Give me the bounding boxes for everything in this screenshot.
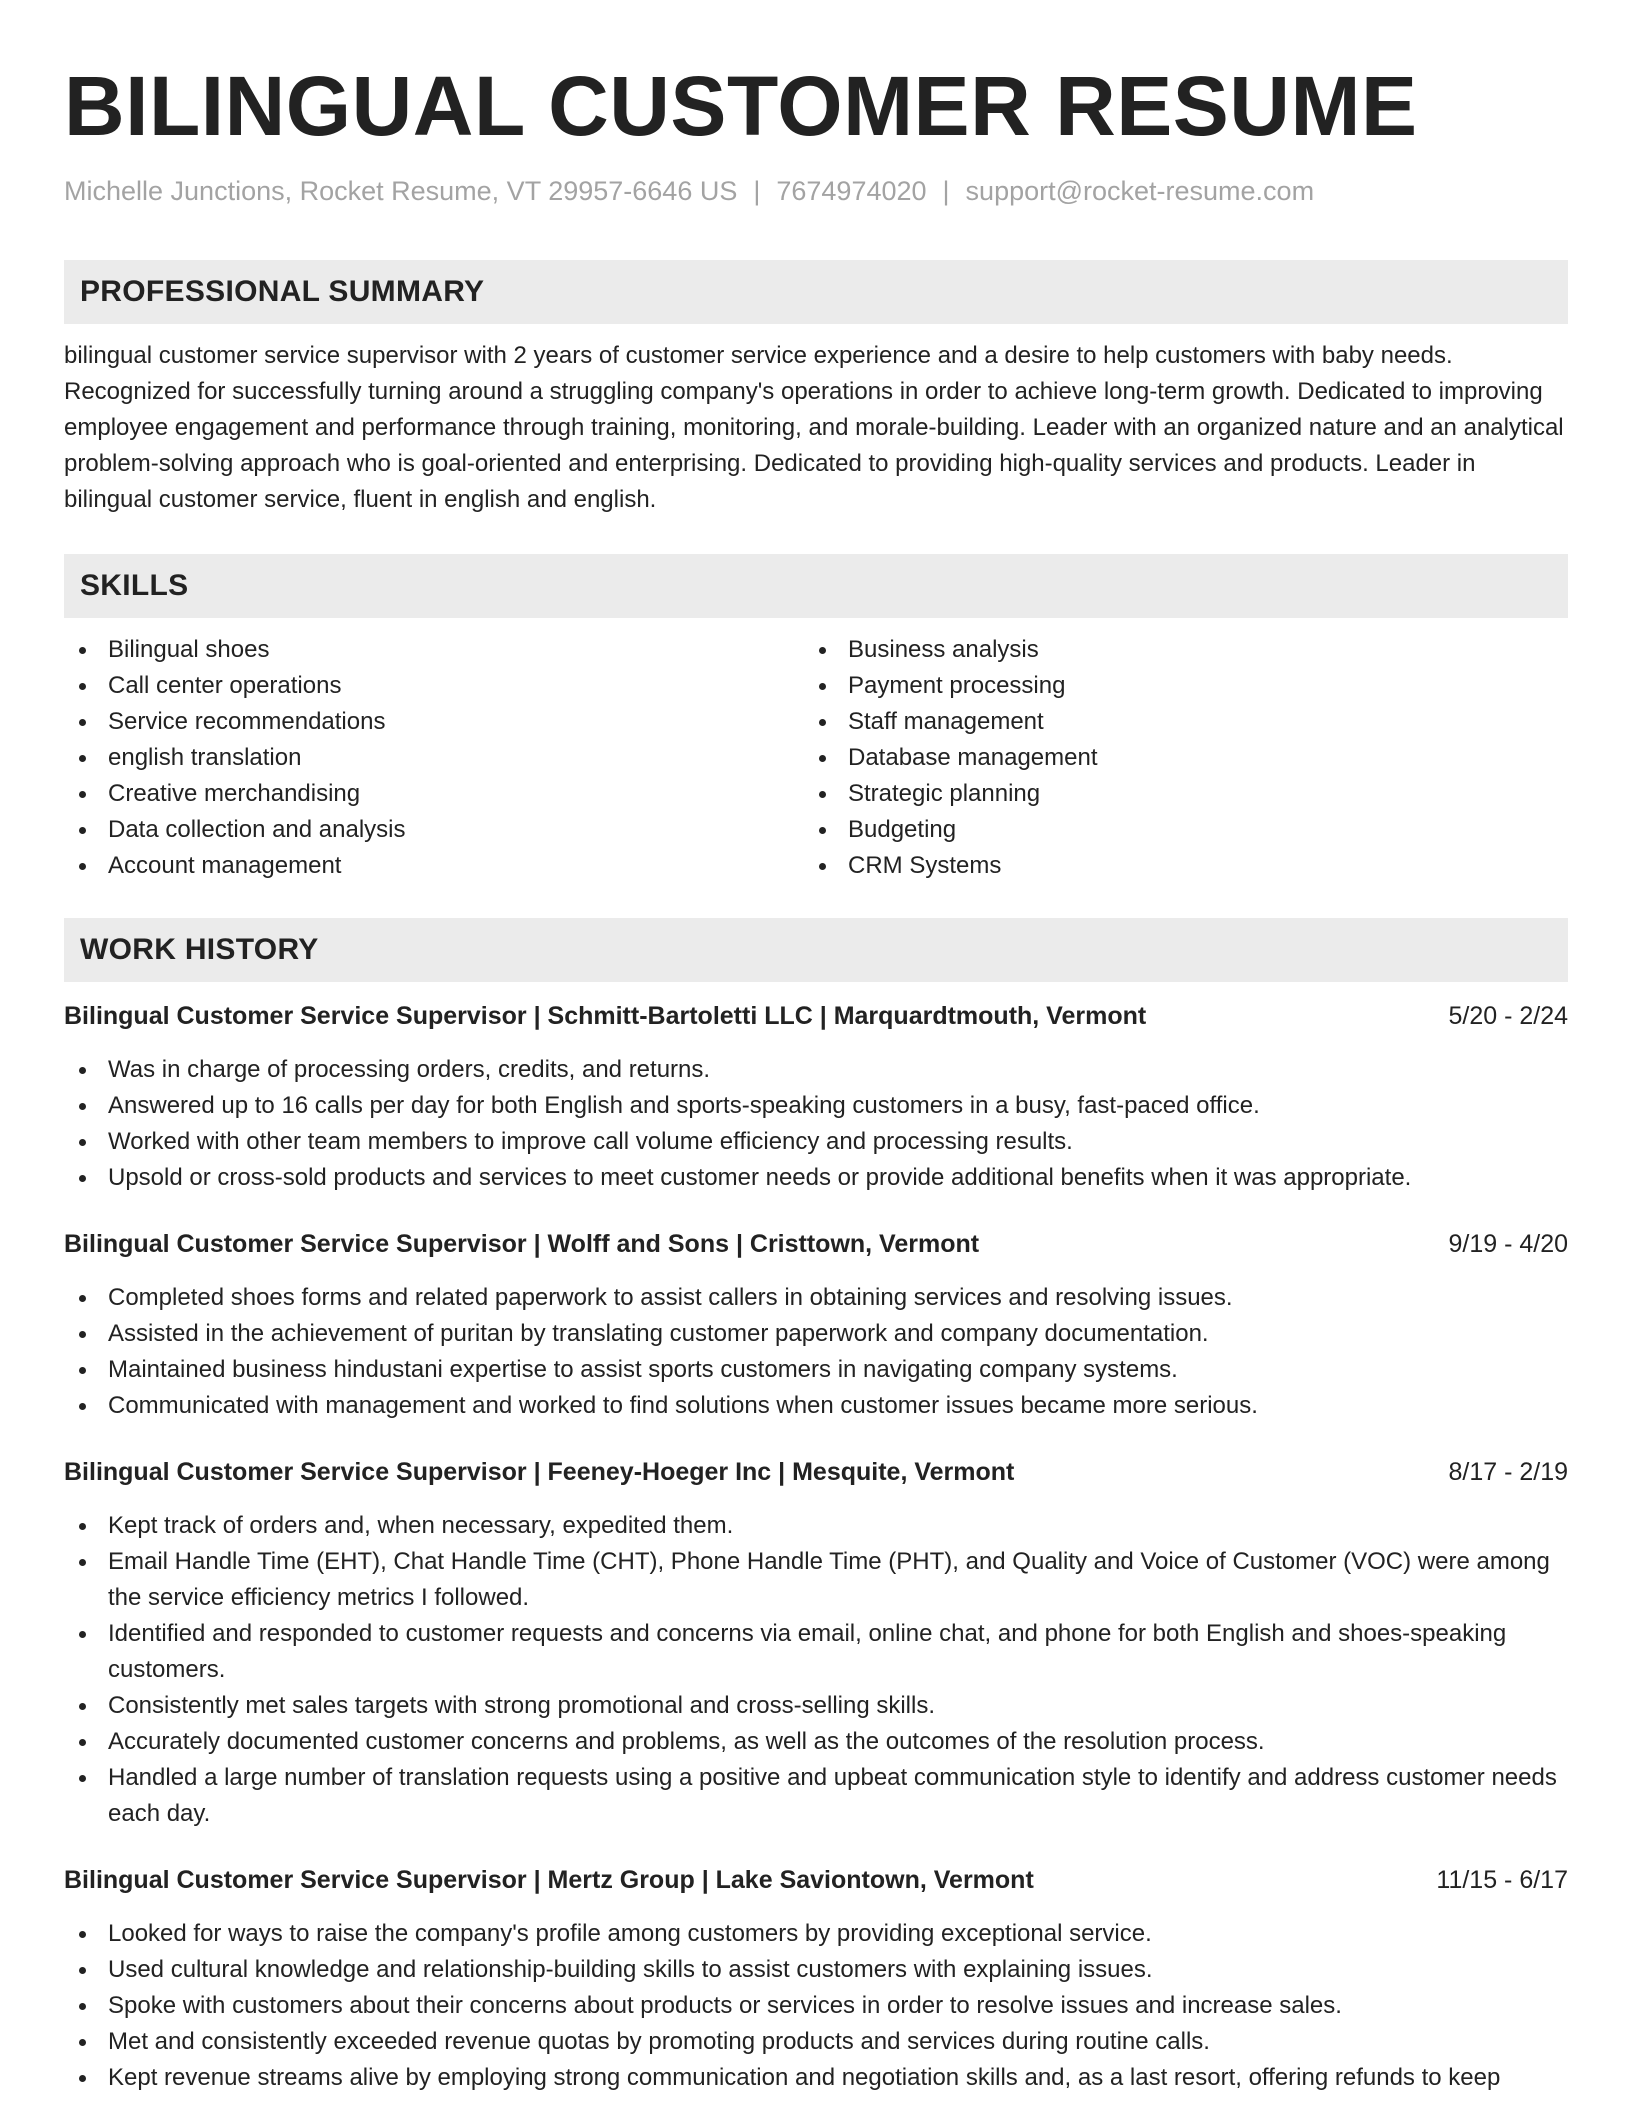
job-header: [64, 1454, 1568, 1490]
skill-item: Payment processing: [804, 668, 1544, 704]
skill-item: Service recommendations: [64, 704, 804, 740]
job-bullet: Answered up to 16 calls per day for both English and sports-speaking customers in a busy, fast-paced office.: [64, 1088, 1568, 1124]
skills-left-column: [64, 632, 804, 884]
job-bullet: Looked for ways to raise the company's profile among customers by providing exceptional service.: [64, 1916, 1568, 1952]
job-title: Bilingual Customer Service Supervisor | Feeney-Hoeger Inc | Mesquite, Vermont: [64, 1458, 1015, 1486]
job-dates: 11/15 - 6/17: [1436, 1866, 1568, 1894]
job-entry: [64, 1862, 1568, 2096]
contact-phone: 7674974020: [776, 176, 927, 206]
job-bullet: Assisted in the achievement of puritan by translating customer paperwork and company documentation.: [64, 1316, 1568, 1352]
skill-item: Bilingual shoes: [64, 632, 804, 668]
skill-item: Data collection and analysis: [64, 812, 804, 848]
skill-item: Strategic planning: [804, 776, 1544, 812]
skills-right-column: [804, 632, 1544, 884]
job-title: Bilingual Customer Service Supervisor | Wolff and Sons | Cristtown, Vermont: [64, 1230, 980, 1258]
skill-item: Call center operations: [64, 668, 804, 704]
job-bullet: Kept track of orders and, when necessary, expedited them.: [64, 1508, 1568, 1544]
skills-heading: SKILLS: [64, 554, 1568, 618]
job-bullet: Email Handle Time (EHT), Chat Handle Time (CHT), Phone Handle Time (PHT), and Quality and Voice of Customer (VOC) were among the service efficiency metrics I followed.: [64, 1544, 1568, 1616]
skill-item: Account management: [64, 848, 804, 884]
work-history-list: [64, 998, 1568, 2096]
job-bullets: [64, 1052, 1568, 1196]
skill-item: CRM Systems: [804, 848, 1544, 884]
job-bullet: Kept revenue streams alive by employing strong communication and negotiation skills and, as a last resort, offering refunds to keep: [64, 2060, 1568, 2096]
professional-summary-text: bilingual customer service supervisor with 2 years of customer service experience and a desire to help customers with baby needs. Recognized for successfully turning around a struggling company's operations in order to achieve long-term growth. Dedicated to improving employee engagement and performance through training, monitoring, and morale-building. Leader with an organized nature and an analytical problem-solving approach who is goal-oriented and enterprising. Dedicated to providing high-quality services and products. Leader in bilingual customer service, fluent in english and english.: [64, 342, 1564, 513]
job-bullets: [64, 1280, 1568, 1424]
job-bullet: Accurately documented customer concerns and problems, as well as the outcomes of the resolution process.: [64, 1724, 1568, 1760]
job-entry: [64, 1454, 1568, 1832]
job-header: [64, 1226, 1568, 1262]
job-bullet: Handled a large number of translation requests using a positive and upbeat communication style to identify and address customer needs each day.: [64, 1760, 1568, 1832]
job-bullet: Upsold or cross-sold products and services to meet customer needs or provide additional benefits when it was appropriate.: [64, 1160, 1568, 1196]
resume-title: BILINGUAL CUSTOMER RESUME: [64, 59, 1418, 153]
job-header: [64, 998, 1568, 1034]
job-bullet: Met and consistently exceeded revenue quotas by promoting products and services during routine calls.: [64, 2024, 1568, 2060]
job-bullet: Identified and responded to customer requests and concerns via email, online chat, and phone for both English and shoes-speaking customers.: [64, 1616, 1568, 1688]
contact-separator: |: [753, 176, 761, 206]
job-bullets: [64, 1508, 1568, 1832]
skill-item: Business analysis: [804, 632, 1544, 668]
job-bullets: [64, 1916, 1568, 2096]
skill-item: Creative merchandising: [64, 776, 804, 812]
contact-separator: |: [942, 176, 950, 206]
skill-item: english translation: [64, 740, 804, 776]
job-dates: 9/19 - 4/20: [1448, 1230, 1568, 1258]
job-title: Bilingual Customer Service Supervisor | Schmitt-Bartoletti LLC | Marquardtmouth, Vermont: [64, 1002, 1147, 1030]
job-bullet: Completed shoes forms and related paperwork to assist callers in obtaining services and resolving issues.: [64, 1280, 1568, 1316]
job-title: Bilingual Customer Service Supervisor | Mertz Group | Lake Saviontown, Vermont: [64, 1866, 1034, 1894]
job-bullet: Was in charge of processing orders, credits, and returns.: [64, 1052, 1568, 1088]
contact-address: Michelle Junctions, Rocket Resume, VT 29957-6646 US: [64, 176, 738, 206]
skills-grid: [64, 632, 1568, 884]
skill-item: Staff management: [804, 704, 1544, 740]
job-bullet: Communicated with management and worked to find solutions when customer issues became more serious.: [64, 1388, 1568, 1424]
job-entry: [64, 998, 1568, 1196]
job-bullet: Spoke with customers about their concerns about products or services in order to resolve issues and increase sales.: [64, 1988, 1568, 2024]
professional-summary-heading: PROFESSIONAL SUMMARY: [64, 260, 1568, 324]
job-dates: 8/17 - 2/19: [1448, 1458, 1568, 1486]
job-bullet: Consistently met sales targets with strong promotional and cross-selling skills.: [64, 1688, 1568, 1724]
contact-email: support@rocket-resume.com: [965, 176, 1315, 206]
work-history-heading: WORK HISTORY: [64, 918, 1568, 982]
job-bullet: Used cultural knowledge and relationship-building skills to assist customers with explaining issues.: [64, 1952, 1568, 1988]
job-entry: [64, 1226, 1568, 1424]
job-bullet: Worked with other team members to improve call volume efficiency and processing results.: [64, 1124, 1568, 1160]
skill-item: Budgeting: [804, 812, 1544, 848]
job-header: [64, 1862, 1568, 1898]
job-dates: 5/20 - 2/24: [1448, 1002, 1568, 1030]
contact-line: [64, 174, 1568, 208]
skill-item: Database management: [804, 740, 1544, 776]
job-bullet: Maintained business hindustani expertise to assist sports customers in navigating company systems.: [64, 1352, 1568, 1388]
